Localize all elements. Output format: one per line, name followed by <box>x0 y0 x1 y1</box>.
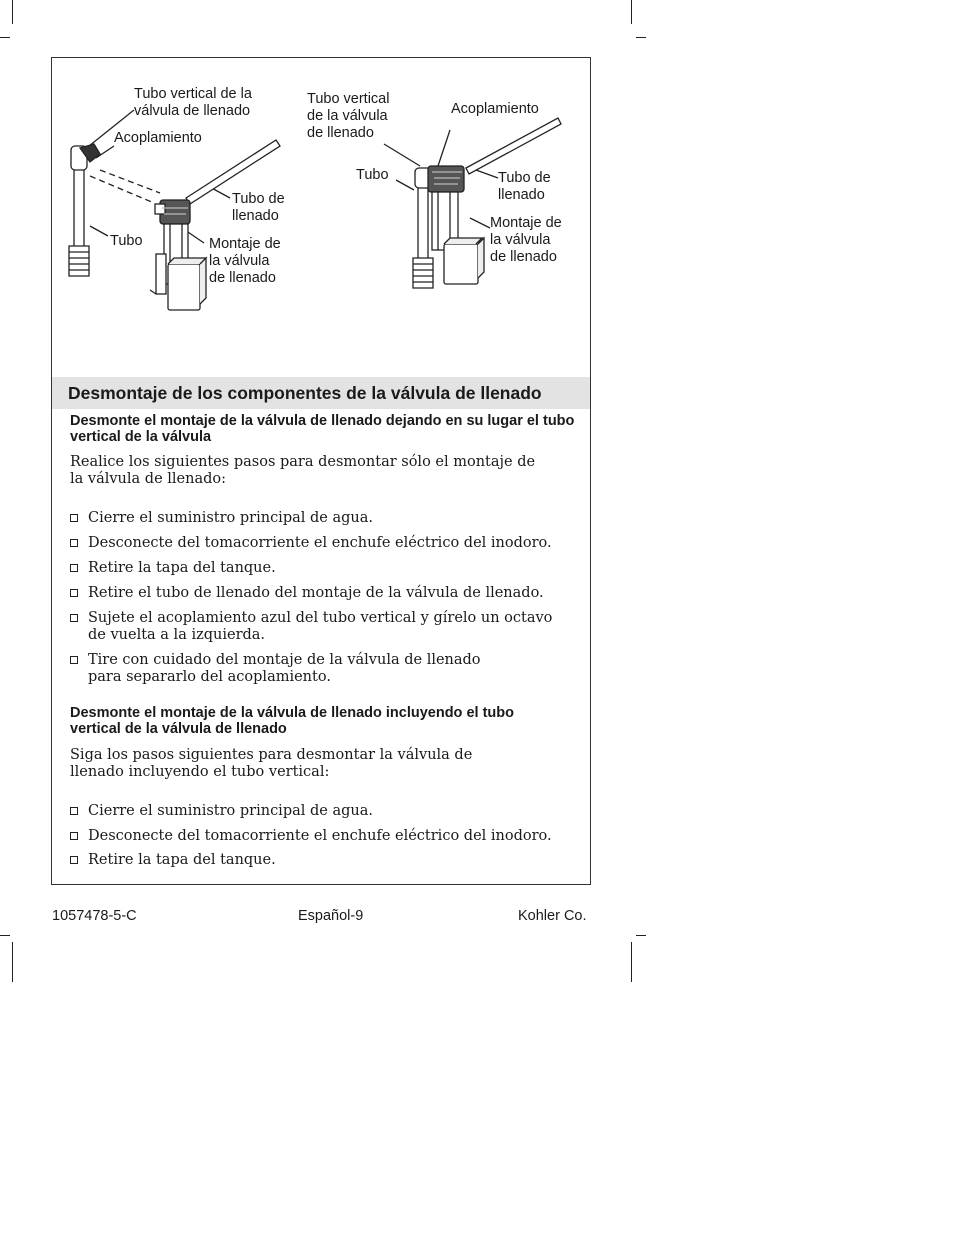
crop-mark <box>636 37 646 38</box>
subsection-heading-2: Desmonte el montaje de la válvula de llenado incluyendo el tubo vertical de la válvula de llenado <box>70 705 514 737</box>
subsection-intro-2: Siga los pasos siguientes para desmontar la válvula de llenado incluyendo el tubo vertical: <box>70 747 473 780</box>
list-item <box>70 510 570 527</box>
checkbox-square-icon <box>70 656 78 664</box>
list-item-text: Retire la tapa del tanque. <box>88 852 276 868</box>
checkbox-square-icon <box>70 832 78 840</box>
checkbox-square-icon <box>70 589 78 597</box>
list-item-text: Retire el tubo de llenado del montaje de la válvula de llenado. <box>88 585 544 601</box>
footer-company: Kohler Co. <box>518 908 587 924</box>
list-item <box>70 585 570 602</box>
list-item <box>70 852 570 869</box>
label-tube-right: Tubo <box>356 167 389 183</box>
section-header <box>52 377 590 409</box>
label-assembly-right: Montaje de la válvula de llenado <box>490 215 562 265</box>
label-coupling-right: Acoplamiento <box>451 101 539 117</box>
label-assembly-left: Montaje de la válvula de llenado <box>209 236 281 286</box>
fill-valve-illustration <box>52 58 592 378</box>
subsection-heading-1: Desmonte el montaje de la válvula de llenado dejando en su lugar el tubo vertical de la válvula <box>70 413 575 445</box>
list-item <box>70 828 570 845</box>
checkbox-square-icon <box>70 564 78 572</box>
crop-mark <box>631 942 632 982</box>
list-item <box>70 652 570 686</box>
footer-part-number: 1057478-5-C <box>52 908 137 924</box>
label-fill-tube-right: Tubo de llenado <box>498 170 551 203</box>
checkbox-square-icon <box>70 514 78 522</box>
label-tube-left: Tubo <box>110 233 143 249</box>
crop-mark <box>636 935 646 936</box>
list-item <box>70 535 570 552</box>
subsection-intro-1: Realice los siguientes pasos para desmontar sólo el montaje de la válvula de llenado: <box>70 454 536 487</box>
list-item <box>70 803 570 820</box>
list-item-text: Sujete el acoplamiento azul del tubo vertical y gírelo un octavo de vuelta a la izquierda. <box>88 610 553 643</box>
content-frame <box>51 57 591 885</box>
checkbox-square-icon <box>70 856 78 864</box>
label-coupling-left: Acoplamiento <box>114 130 202 146</box>
checkbox-square-icon <box>70 807 78 815</box>
footer-page-number: Español-9 <box>298 908 364 924</box>
crop-mark <box>0 935 10 936</box>
list-item-text: Retire la tapa del tanque. <box>88 560 276 576</box>
checkbox-square-icon <box>70 539 78 547</box>
label-standpipe-left: Tubo vertical de la válvula de llenado <box>134 86 252 119</box>
list-item <box>70 610 570 644</box>
list-item-text: Cierre el suministro principal de agua. <box>88 510 373 526</box>
list-item <box>70 560 570 577</box>
list-item-text: Tire con cuidado del montaje de la válvula de llenado para separarlo del acoplamiento. <box>88 652 481 685</box>
crop-mark <box>631 0 632 24</box>
label-standpipe-right: Tubo vertical de la válvula de llenado <box>307 91 390 141</box>
section-title: Desmontaje de los componentes de la válvula de llenado <box>68 383 542 403</box>
crop-mark <box>12 942 13 982</box>
checkbox-square-icon <box>70 614 78 622</box>
crop-mark <box>0 37 10 38</box>
list-item-text: Desconecte del tomacorriente el enchufe eléctrico del inodoro. <box>88 535 552 551</box>
list-item-text: Desconecte del tomacorriente el enchufe eléctrico del inodoro. <box>88 828 552 844</box>
list-item-text: Cierre el suministro principal de agua. <box>88 803 373 819</box>
crop-mark <box>12 0 13 24</box>
label-fill-tube-left: Tubo de llenado <box>232 191 285 224</box>
